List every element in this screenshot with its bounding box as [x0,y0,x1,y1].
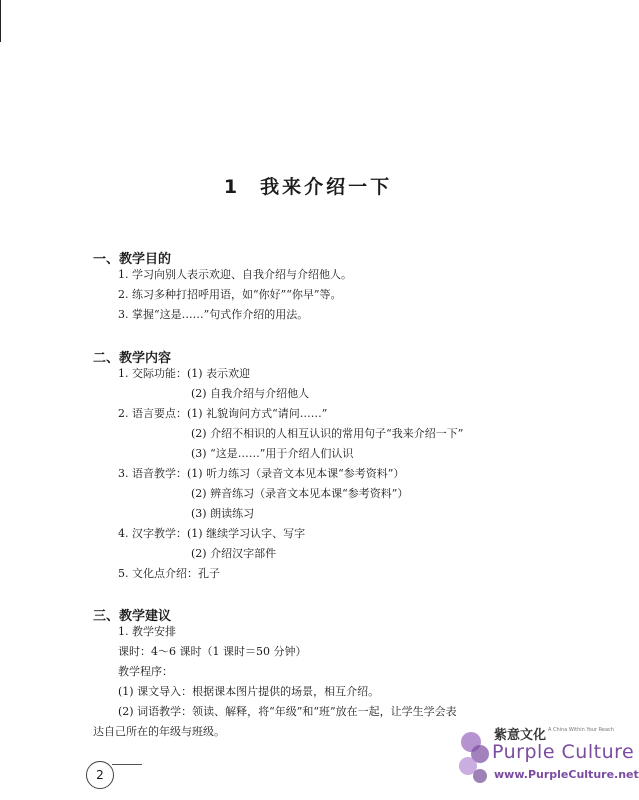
content-line: (2) 介绍汉字部件 [191,547,277,560]
suggestion-line: (2) 词语教学：领读、解释，将“年级”和“班”放在一起，让学生学会表 [118,705,457,718]
content-line: 1. 交际功能：(1) 表示欢迎 [118,367,251,380]
objective-item: 3. 掌握“这是……”句式作介绍的用法。 [118,308,309,321]
content-line: (2) 介绍不相识的人相互认识的常用句子“我来介绍一下” [191,427,464,440]
page-number-rule [112,764,142,765]
section-heading-suggestions: 三、教学建议 [93,609,172,624]
watermark-url: www.PurpleCulture.net [494,768,639,781]
section-heading-content: 二、教学内容 [93,351,172,366]
content-line: 5. 文化点介绍：孔子 [118,567,220,580]
content-line: (2) 自我介绍与介绍他人 [191,387,310,400]
suggestion-line: 教学程序： [118,665,173,678]
content-line: 3. 语音教学：(1) 听力练习（录音文本见本课“参考资料”） [118,467,405,480]
watermark-chinese: 紫意文化 [494,728,547,743]
content-line: (3) “这是……”用于介绍人们认识 [191,447,354,460]
content-line: 2. 语言要点：(1) 礼貌询问方式“请问……” [118,407,328,420]
content-line: (3) 朗读练习 [191,507,255,520]
suggestion-line: (1) 课文导入：根据课本图片提供的场景，相互介绍。 [118,685,380,698]
section-heading-objectives: 一、教学目的 [93,252,172,267]
page-number: 2 [86,761,114,789]
content-line: (2) 辨音练习（录音文本见本课“参考资料”） [191,487,409,500]
purple-culture-logo-icon [456,722,492,786]
watermark [456,714,639,794]
objective-item: 2. 练习多种打招呼用语，如“你好”“你早”等。 [118,288,342,301]
watermark-slogan: A China Within Your Reach [548,727,614,733]
objective-item: 1. 学习向别人表示欢迎、自我介绍与介绍他人。 [118,268,352,281]
page-edge-line [0,0,1,42]
suggestion-line: 课时：4～6 课时（1 课时＝50 分钟） [118,645,307,658]
chapter-number: 1 [223,176,241,198]
content-line: 4. 汉字教学：(1) 继续学习认字、写字 [118,527,306,540]
suggestion-line: 达自己所在的年级与班级。 [93,725,225,738]
suggestion-line: 1. 教学安排 [118,625,176,638]
chapter-title [0,172,616,199]
watermark-brand: Purple Culture [492,741,635,763]
chapter-title-text: 我来介绍一下 [260,176,393,198]
